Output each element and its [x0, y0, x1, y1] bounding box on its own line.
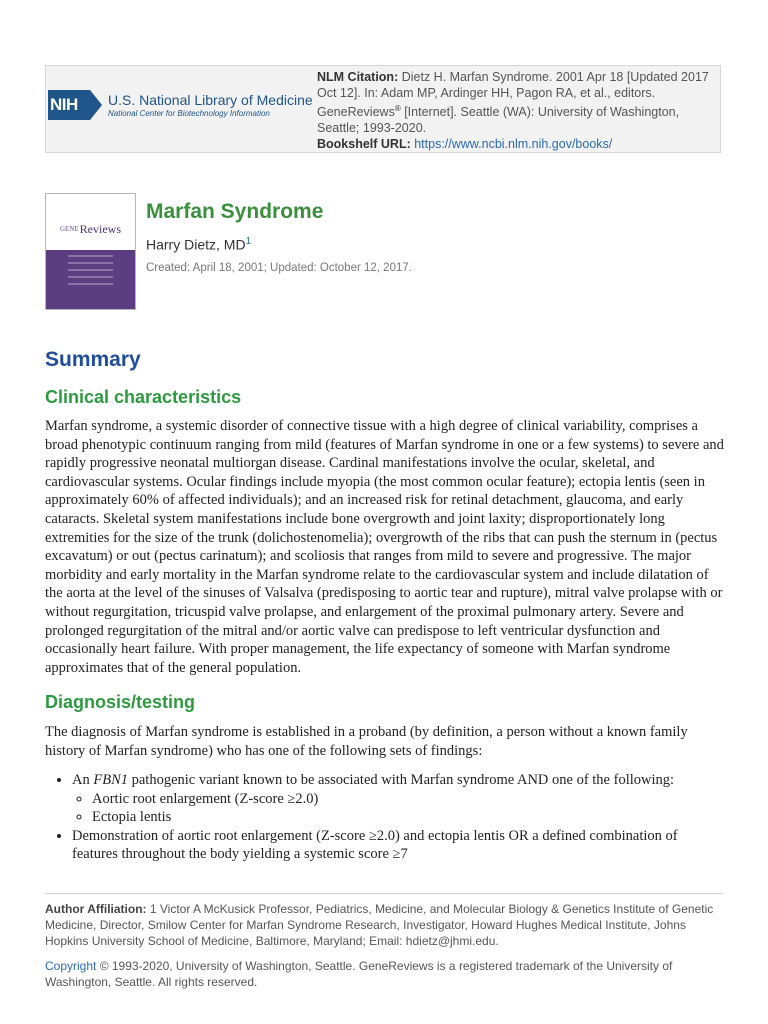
author-affiliation [45, 901, 721, 949]
affiliation-text: 1 Victor A McKusick Professor, Pediatrics, Medicine, and Molecular Biology & Genetics Institute of Genetic Medicine, Director, Smilow Center for Marfan Syndrome Research, Investigator, Howard Hughes Medical Institute, Johns Hopkins University School of Medicine, Baltimore, Maryland; Email: hdietz@jhmi.edu. [45, 902, 714, 948]
cover-brand-small: GENE [60, 225, 79, 233]
diagnosis-testing-text: The diagnosis of Marfan syndrome is established in a proband (by definition, a person without a known family history of Marfan syndrome) who has one of the following sets of findings: [45, 724, 688, 759]
findings-list [45, 771, 725, 864]
registered-mark: ® [394, 104, 401, 113]
cover-brand [46, 216, 135, 242]
list-item: ◦ Aortic root enlargement (Z-score ≥2.0) [92, 790, 725, 809]
list-item: • Demonstration of aortic root enlargement (Z-score ≥2.0) and ectopia lentis OR a defined combination of features throughout the body yielding a systemic score ≥7 [72, 827, 725, 864]
bookshelf-url-link[interactable]: https://www.ncbi.nlm.nih.gov/books/ [414, 137, 613, 152]
nlm-logo-title: U.S. National Library of Medicine [108, 91, 313, 108]
article-dates: Created: April 18, 2001; Updated: October 12, 2017. [146, 262, 412, 274]
gene-name: FBN1 [93, 772, 128, 788]
article-author [146, 236, 251, 253]
nih-logo-mark: NIH [48, 90, 90, 120]
diagnosis-testing-heading: Diagnosis/testing [45, 692, 196, 712]
list-item [72, 771, 725, 827]
article-title: Marfan Syndrome [146, 200, 324, 223]
genereviews-cover-image [45, 193, 136, 310]
affiliation-label: Author Affiliation: [45, 902, 147, 916]
footer-divider [45, 893, 723, 894]
copyright-text: © 1993-2020, University of Washington, Seattle. GeneReviews is a registered trademark of the University of Washington, Seattle. All rights reserved. [45, 959, 673, 989]
clinical-characteristics-text: Marfan syndrome, a systemic disorder of connective tissue with a high degree of clinical variability, comprises a broad phenotypic continuum ranging from mild (features of Marfan syndrome in one or a few systems) to severe and rapidly progressive neonatal multiorgan disease. Cardinal manifestations involve the ocular, skeletal, and cardiovascular systems. Ocular findings include myopia (the most common ocular feature); ectopia lentis (seen in approximately 60% of affected individuals); and an increased risk for retinal detachment, glaucoma, and early cataracts. Skeletal system manifestations include bone overgrowth and joint laxity; disproportionately long extremities for the size of the trunk (dolichostenomelia); overgrowth of the ribs that can push the sternum in (pectus excavatum) or out (pectus carinatum); and scoliosis that ranges from mild to severe and progressive. The major morbidity and early mortality in the Marfan syndrome relate to the cardiovascular system and include dilatation of the aorta at the level of the sinuses of Valsalva (predisposing to aortic tear and rupture), mitral valve prolapse with or without regurgitation, tricuspid valve prolapse, and enlargement of the proximal pulmonary artery. Severe and prolonged regurgitation of the mitral and/or aortic valve can predispose to left ventricular dysfunction and occasionally heart failure. With proper management, the life expectancy of someone with Marfan syndrome approximates that of the general population. [45, 418, 724, 676]
bookshelf-label: Bookshelf URL: [317, 137, 411, 152]
nlm-citation-box [45, 65, 721, 153]
nlm-logo[interactable] [48, 90, 313, 120]
cover-purple-band [46, 250, 135, 310]
citation-text: Dietz H. Marfan Syndrome. 2001 Apr 18 [Updated 2017 Oct 12]. In: Adam MP, Ardinger HH, Pagon RA, et al., editors. GeneReviews [317, 70, 709, 120]
copyright-notice [45, 958, 721, 990]
bullet1-prefix: An [72, 772, 94, 788]
author-name: Harry Dietz, MD [146, 236, 246, 253]
copyright-link[interactable]: Copyright [45, 959, 97, 973]
citation-label: NLM Citation: [317, 70, 399, 84]
clinical-characteristics-heading: Clinical characteristics [45, 387, 242, 407]
nlm-logo-subtitle: National Center for Biotechnology Information [108, 108, 270, 118]
citation-text-rest: [Internet]. Seattle (WA): University of Washington, Seattle; 1993-2020. [317, 105, 680, 136]
list-item: ◦ Ectopia lentis [92, 808, 725, 827]
summary-heading: Summary [45, 348, 141, 371]
citation-block [317, 69, 717, 152]
nih-logo-chevron [90, 90, 102, 120]
cover-brand-text: Reviews [79, 221, 121, 236]
bullet1-suffix: pathogenic variant known to be associated with Marfan syndrome AND one of the following: [128, 772, 675, 788]
author-footnote-link[interactable]: 1 [245, 236, 252, 247]
